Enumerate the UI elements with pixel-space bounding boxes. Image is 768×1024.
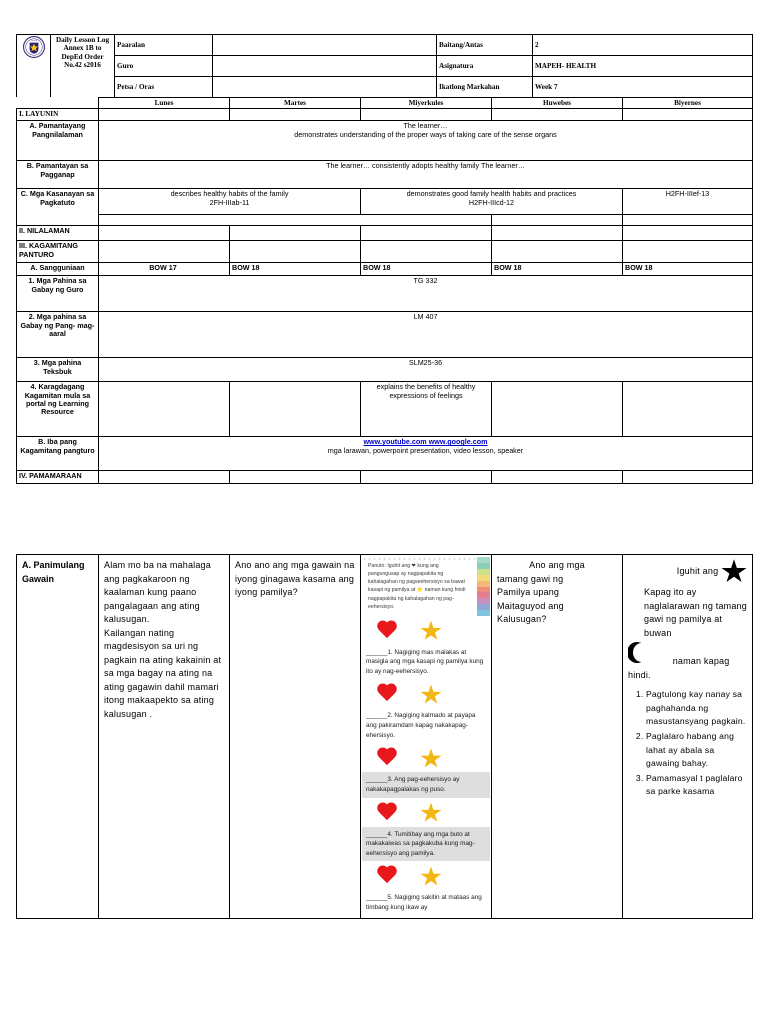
worksheet-item-5: ______5. Nagiging sakitin at mataas ang timbang kung ikaw ay [366, 894, 482, 911]
star-icon [420, 748, 442, 769]
sanggunian-martes[interactable]: BOW 18 [230, 263, 361, 276]
sanggunian-miyerkules[interactable]: BOW 18 [361, 263, 492, 276]
kasanayan-b-line-1: demonstrates good family health habits and practices [406, 189, 577, 199]
worksheet-icons-row-5 [362, 861, 490, 890]
pamamaraan-huwebes[interactable] [492, 471, 623, 484]
col5-moon-row [628, 642, 747, 682]
row-panimulang-gawain [17, 555, 753, 918]
kasanayan-blank-biyernes[interactable] [623, 215, 753, 226]
header-row-guro [17, 56, 753, 77]
row-karagdagang-kagamitan [17, 382, 753, 437]
pamantayang-pangnilalaman-content[interactable] [99, 121, 753, 161]
dll-title-cell [51, 35, 115, 98]
list-item: 3. Pamamasyal t paglalaro sa parke kasama [646, 772, 747, 799]
label-pamantayang-pangnilalaman: A. Pamantayang Pangnilalaman [17, 121, 99, 161]
heart-icon [376, 684, 398, 704]
label-panimulang-gawain: A. Panimulang Gawain [17, 555, 99, 918]
sanggunian-huwebes[interactable]: BOW 18 [492, 263, 623, 276]
kagamitang-huwebes[interactable] [492, 241, 623, 263]
label-karagdagang-kagamitan: 4. Karagdagang Kagamitan mula sa portal ng Learning Resource [17, 382, 99, 437]
value-asignatura[interactable]: MAPEH- HEALTH [533, 56, 753, 77]
col5-item-list [628, 688, 747, 799]
panimulang-gawain-biyernes[interactable] [623, 555, 753, 918]
star-icon [721, 559, 747, 584]
label-baitang: Baitang/Antas [437, 35, 533, 56]
label-guro: Guro [115, 56, 213, 77]
header-row-petsa [17, 77, 753, 98]
label-pahina-teksbuk: 3. Mga pahina Teksbuk [17, 358, 99, 382]
kasanayan-a-line-2: 2FH-IIIab-11 [209, 197, 250, 207]
heart-icon [376, 621, 398, 641]
row-sanggunian [17, 263, 753, 276]
label-nilalaman: II. NILALAMAN [17, 226, 99, 241]
nilalaman-lunes[interactable] [99, 226, 230, 241]
panimulang-gawain-miyerkules[interactable] [361, 555, 492, 918]
day-header-miyerkules: Miyerkules [361, 98, 492, 109]
col4-question-line-1: Ano ang mga [529, 560, 585, 571]
col2-question: Ano ano ang mga gawain na iyong ginagawa kasama ang iyong pamilya? [235, 560, 355, 598]
sanggunian-biyernes[interactable]: BOW 18 [623, 263, 753, 276]
kasanayan-b-line-2: H2FH-IIIcd-12 [468, 197, 515, 207]
pamamaraan-lunes[interactable] [99, 471, 230, 484]
svg-text:DepEd: DepEd [30, 39, 37, 42]
layunin-huwebes[interactable] [492, 109, 623, 121]
value-petsa-oras[interactable] [213, 77, 437, 98]
worksheet-item-3: ______3. Ang pag-eehersisyo ay nakakapagpalakas ng puso. [362, 772, 490, 797]
layunin-lunes[interactable] [99, 109, 230, 121]
col1-paragraph-1: Alam mo ba na mahalaga ang pagkakaroon ng kaalaman kung paano pangalagaan ang ating kalusugan. [104, 560, 211, 625]
row-kagamitang-panturo [17, 241, 753, 263]
col5-line-3: naman kapag hindi. [628, 656, 730, 680]
col5-line-1-wrap [628, 559, 747, 584]
worksheet-color-stripes [477, 557, 490, 615]
pamantayan-sa-pagganap-content[interactable]: The learner… consistently adopts healthy family The learner… [99, 161, 753, 189]
day-header-huwebes: Huwebes [492, 98, 623, 109]
nilalaman-huwebes[interactable] [492, 226, 623, 241]
label-pahina-gabay-guro: 1. Mga Pahina sa Gabay ng Guro [17, 276, 99, 312]
row-pahina-gabay-guro [17, 276, 753, 312]
external-link[interactable]: www.youtube.com www.google.com [363, 437, 488, 447]
label-paaralan: Paaralan [115, 35, 213, 56]
worksheet-icons-row-1 [362, 616, 490, 645]
label-pamantayan-sa-pagganap: B. Pamantayan sa Pagganap [17, 161, 99, 189]
kagamitang-miyerkules[interactable] [361, 241, 492, 263]
worksheet-item-4: ______4. Tumitibay ang mga buto at makakaiwas sa pagkakuba kung mag-eehersisyo ang pamilya. [362, 827, 490, 862]
day-header-martes: Martes [230, 98, 361, 109]
worksheet-icons-row-4 [362, 798, 490, 827]
heart-icon [376, 803, 398, 823]
kagamitang-biyernes[interactable] [623, 241, 753, 263]
star-icon [420, 684, 442, 705]
karagdagang-line-2: expressions of feelings [389, 390, 463, 400]
value-guro[interactable] [213, 56, 437, 77]
worksheet-item-2: ______2. Nagiging kalmado at payapa ang pakiramdam kapag nakakapag-ehersisyo. [366, 712, 476, 739]
kasanayan-a-line-1: describes healthy habits of the family [170, 189, 289, 199]
kagamitang-martes[interactable] [230, 241, 361, 263]
label-pamamaraan: IV. PAMAMARAAN [17, 471, 99, 484]
col5-iguhit-text: Iguhit ang [676, 566, 719, 577]
pamamaraan-martes[interactable] [230, 471, 361, 484]
iba-pang-kagamitan-text: mga larawan, powerpoint presentation, video lesson, speaker [327, 445, 524, 455]
heart-icon [376, 748, 398, 768]
label-iba-pang-kagamitan: B. Iba pang Kagamitang pangturo [17, 437, 99, 471]
pamantayang-pangnilalaman-line-2: demonstrates understanding of the proper ways of taking care of the sense organs [294, 129, 557, 139]
kasanayan-blank-left[interactable] [99, 215, 492, 226]
value-baitang[interactable]: 2 [533, 35, 753, 56]
pahina-gabay-mag-aaral-value[interactable]: LM 407 [99, 312, 753, 358]
list-item: 1. Pagtulong kay nanay sa paghahanda ng masustansyang pagkain. [646, 688, 747, 728]
pahina-teksbuk-value[interactable]: SLM25-36 [99, 358, 753, 382]
layunin-miyerkules[interactable] [361, 109, 492, 121]
row-pahina-gabay-mag-aaral [17, 312, 753, 358]
dll-title-line-4: No.42 s2016 [64, 60, 101, 69]
value-paaralan[interactable] [213, 35, 437, 56]
worksheet-item-1: ______1. Nagiging mas malakas at masigla ang mga kasapi ng pamilya kung ito ay nag-eehersisyo. [366, 648, 484, 675]
worksheet-instruction-text: Panuto: Iguhit ang ❤ kung ang pangungusap ay nagpapakita ng kahalagahan ng pagseehersisyo sa bawat kasapi ng pamilya at ⭐ naman kung hindi nagpapakita ng kahalagahan ng pag-eehersisyo. [368, 563, 466, 610]
worksheet-image [362, 557, 490, 915]
deped-logo-cell [17, 35, 51, 98]
heart-icon [376, 866, 398, 886]
sanggunian-lunes[interactable]: BOW 17 [99, 263, 230, 276]
dll-body-table [16, 97, 753, 484]
deped-logo-icon [23, 36, 45, 58]
value-week[interactable]: Week 7 [533, 77, 753, 98]
kagamitang-lunes[interactable] [99, 241, 230, 263]
col4-question-line-4: Maitaguyod ang [497, 600, 564, 611]
nilalaman-biyernes[interactable] [623, 226, 753, 241]
karagdagang-biyernes[interactable] [623, 382, 753, 437]
label-asignatura: Asignatura [437, 56, 533, 77]
label-mga-kasanayan: C. Mga Kasanayan sa Pagkatuto [17, 189, 99, 226]
col4-question-line-2: tamang gawi ng [497, 573, 564, 584]
row-mga-kasanayan-blank [17, 215, 753, 226]
moon-icon [628, 642, 648, 664]
row-iba-pang-kagamitan [17, 437, 753, 471]
nilalaman-miyerkules[interactable] [361, 226, 492, 241]
list-item: 2. Paglalaro habang ang lahat ay abala sa gawaing bahay. [646, 730, 747, 770]
col1-paragraph-2: Kailangan nating magdesisyon sa uri ng pagkain na ating kakainin at sa mga bagay na ating na ating gagawin dahil mamari itong makaapekto sa ating kalusugan . [104, 627, 222, 719]
pahina-gabay-guro-value[interactable]: TG 332 [99, 276, 753, 312]
label-petsa-oras: Petsa / Oras [115, 77, 213, 98]
dll-title-line-2: Annex 1B to [63, 44, 102, 53]
star-icon [420, 621, 442, 642]
panimulang-gawain-martes[interactable] [230, 555, 361, 918]
col5-line-2: Kapag ito ay naglalarawan ng tamang gawi ng pamilya at buwan [644, 587, 747, 638]
karagdagang-line-1: explains the benefits of healthy [376, 382, 476, 392]
star-icon [420, 866, 442, 887]
kasanayan-group-a[interactable] [99, 189, 361, 215]
days-header-row [17, 98, 753, 109]
kasanayan-group-c[interactable]: H2FH-IIIef-13 [623, 189, 753, 215]
col4-question-line-5: Kalusugan? [497, 614, 547, 625]
panimulang-gawain-lunes[interactable] [99, 555, 230, 918]
row-layunin [17, 109, 753, 121]
row-mga-kasanayan [17, 189, 753, 215]
col4-question-line-3: Pamilya upang [497, 587, 560, 598]
pamamaraan-miyerkules[interactable] [361, 471, 492, 484]
row-nilalaman [17, 226, 753, 241]
worksheet-icons-row-3 [362, 743, 490, 772]
dll-main-table [16, 34, 753, 98]
label-kagamitang-panturo: III. KAGAMITANG PANTURO [17, 241, 99, 263]
day-header-biyernes: Biyernes [623, 98, 753, 109]
layunin-martes[interactable] [230, 109, 361, 121]
worksheet-icons-row-2 [362, 679, 490, 708]
header-row-paaralan [17, 35, 753, 56]
pamantayang-pangnilalaman-line-1: The learner… [403, 121, 448, 131]
dll-title-line-3: DepEd Order [61, 52, 104, 61]
label-sanggunian: A. Sangguniaan [17, 263, 99, 276]
label-pahina-gabay-mag-aaral: 2. Mga pahina sa Gabay ng Pang- mag-aaral [17, 312, 99, 358]
iba-pang-kagamitan-content[interactable] [99, 437, 753, 471]
worksheet-instruction-block [362, 557, 490, 615]
row-pamantayan-sa-pagganap [17, 161, 753, 189]
kasanayan-group-b[interactable] [361, 189, 623, 215]
pamamaraan-biyernes[interactable] [623, 471, 753, 484]
label-layunin: I. LAYUNIN [17, 109, 99, 121]
dll-activity-table [16, 554, 753, 918]
panimulang-gawain-huwebes[interactable] [492, 555, 623, 918]
karagdagang-lunes[interactable] [99, 382, 230, 437]
karagdagang-martes[interactable] [230, 382, 361, 437]
star-icon [420, 803, 442, 824]
karagdagang-miyerkules[interactable] [361, 382, 492, 437]
kasanayan-blank-huwebes[interactable] [492, 215, 623, 226]
label-ikatlong-markahan: Ikatlong Markahan [437, 77, 533, 98]
nilalaman-martes[interactable] [230, 226, 361, 241]
day-header-lunes: Lunes [99, 98, 230, 109]
row-pamantayang-pangnilalaman [17, 121, 753, 161]
worksheet-dotted-border [362, 557, 490, 561]
row-pahina-teksbuk [17, 358, 753, 382]
dll-title-line-1: Daily Lesson Log [55, 36, 110, 44]
row-pamamaraan [17, 471, 753, 484]
karagdagang-huwebes[interactable] [492, 382, 623, 437]
page-gap [0, 484, 768, 554]
layunin-biyernes[interactable] [623, 109, 753, 121]
